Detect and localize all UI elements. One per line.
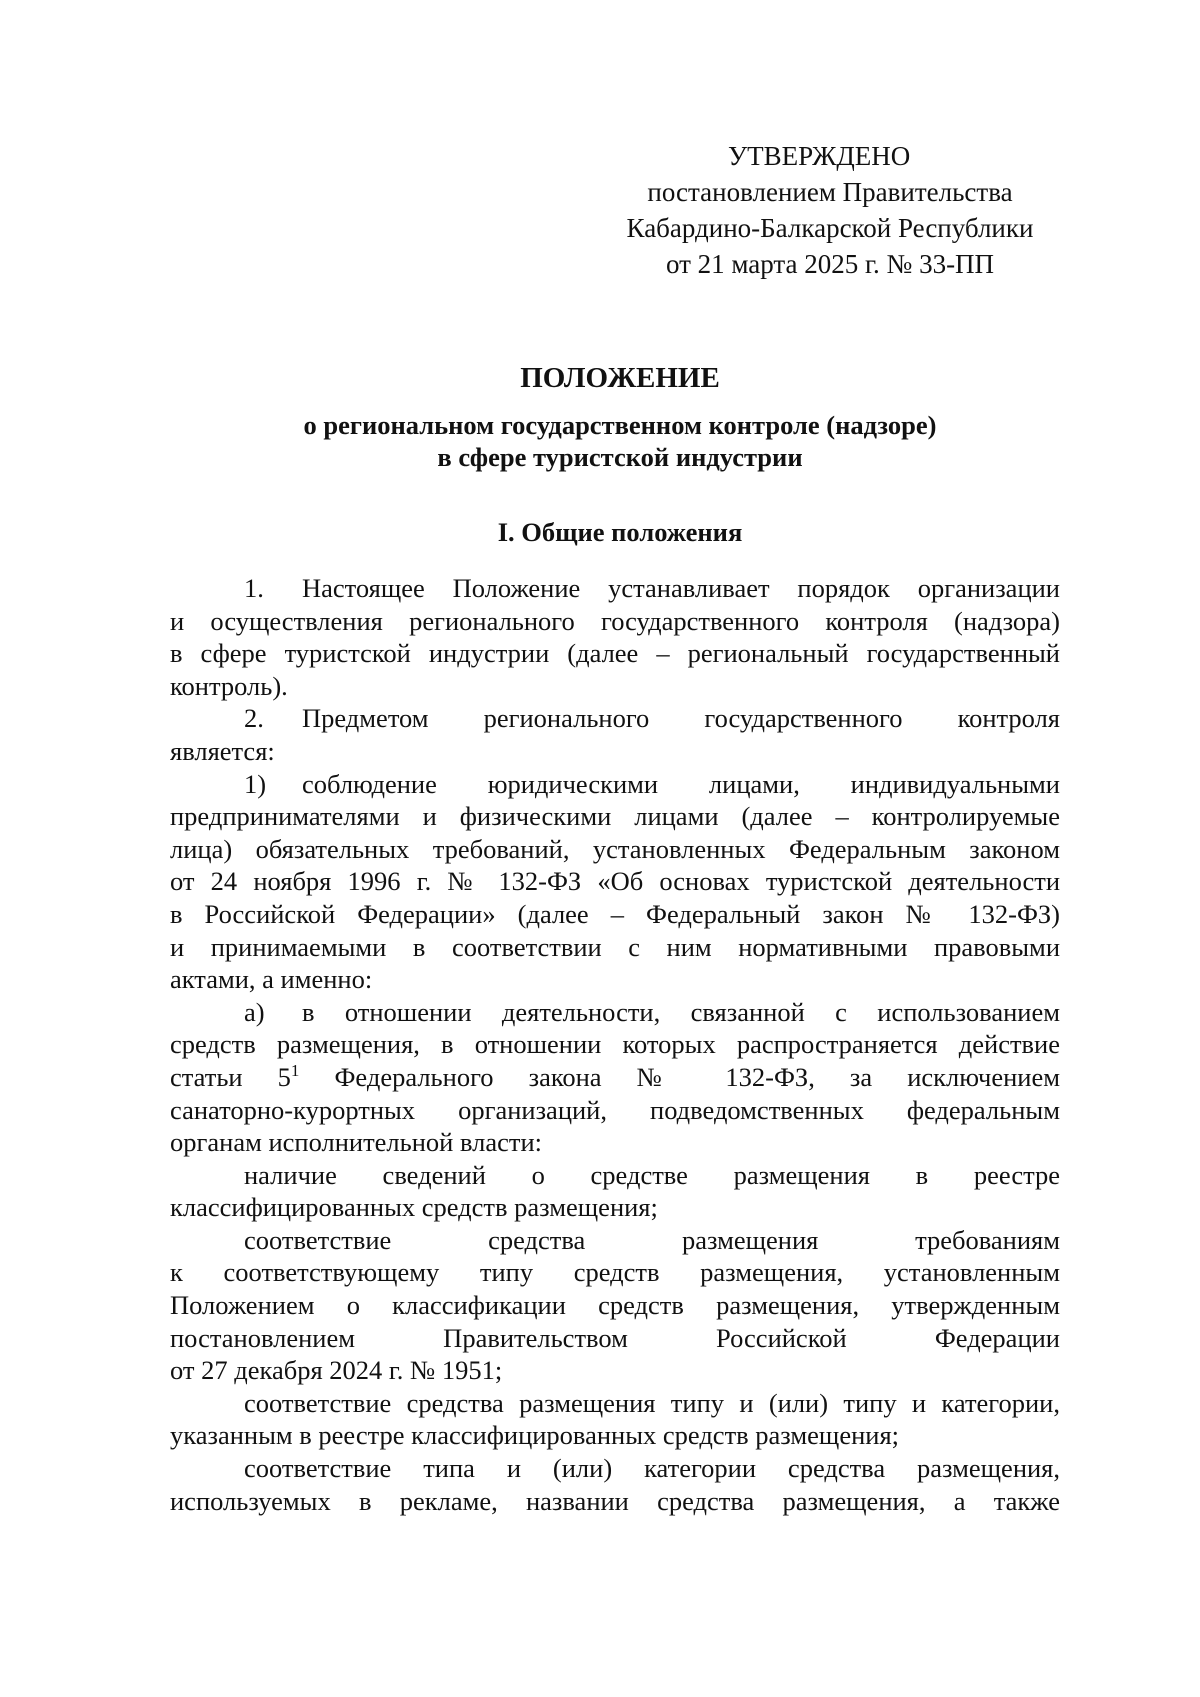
paragraph-1-line-3: в сфере туристской индустрии (далее – региональный государственный [170,638,1060,669]
paragraph-4-number: а) [244,996,265,1027]
paragraph-3-line-2: предпринимателями и физическими лицами (далее – контролируемые [170,801,1060,832]
title-block [170,360,1070,548]
paragraph-6-line-3: Положением о классификации средств размещения, утвержденным [170,1290,1060,1321]
paragraph-4-line-2: средств размещения, в отношении которых распространяется действие [170,1029,1060,1060]
paragraph-3-line-6: и принимаемыми в соответствии с ним нормативными правовыми [170,931,1060,962]
paragraph-3 [170,768,1060,996]
paragraph-6 [170,1224,1060,1387]
article-superscript: 1 [290,1061,300,1081]
paragraph-4-line-1: а) в отношении деятельности, связанной с использованием [244,996,1060,1027]
paragraph-4-line-5: органам исполнительной власти: [170,1127,543,1158]
paragraph-1-line-2: и осуществления регионального государственного контроля (надзора) [170,605,1060,636]
subtitle-line-2: в сфере туристской индустрии [437,442,803,472]
paragraph-8-line-1: соответствие типа и (или) категории средства размещения, [244,1453,1060,1484]
approval-line-1: постановлением Правительства [647,177,1013,207]
paragraph-7-line-1: соответствие средства размещения типу и (или) типу и категории, [244,1387,1060,1418]
paragraph-3-number: 1) [244,768,267,799]
paragraph-1-line-4: контроль). [170,670,288,701]
paragraph-6-line-4: постановлением Правительством Российской Федерации [170,1322,1060,1353]
paragraph-3-line-3: лица) обязательных требований, установленных Федеральным законом [170,833,1060,864]
section-heading: I. Общие положения [497,517,743,547]
paragraph-4-line-3: статьи 5$^1$ Федерального закона № 132-ФЗ, за исключением [170,1061,1061,1092]
paragraph-8-line-2: используемых в рекламе, названии средства размещения, а также [170,1485,1060,1516]
paragraph-3-line-4: от 24 ноября 1996 г. № 132-ФЗ «Об основах туристской деятельности [170,866,1060,897]
paragraph-7 [170,1387,1060,1452]
paragraph-5-line-1: наличие сведений о средстве размещения в реестре [244,1159,1060,1190]
paragraph-1-line-1: 1. Настоящее Положение устанавливает порядок организации [244,573,1060,603]
paragraph-6-line-1: соответствие средства размещения требованиям [244,1224,1060,1255]
paragraph-3-line-5: в Российской Федерации» (далее – Федеральный закон № 132-ФЗ) [170,898,1060,929]
paragraph-6-line-2: к соответствующему типу средств размещения, установленным [170,1257,1060,1288]
approval-stamp-block [580,138,1080,282]
paragraph-1-number: 1. [244,573,264,603]
document-title: ПОЛОЖЕНИЕ [520,362,720,394]
paragraph-4 [170,996,1060,1159]
subtitle-line-1: о региональном государственном контроле (надзоре) [303,410,937,440]
paragraph-1 [170,572,1060,702]
approval-line-3: от 21 марта 2025 г. № 33-ПП [665,249,995,279]
paragraph-3-line-7: актами, а именно: [170,964,373,995]
paragraph-5-line-2: классифицированных средств размещения; [170,1192,658,1223]
paragraph-2 [170,702,1060,767]
paragraph-2-line-1: 2. Предметом регионального государственного контроля [244,703,1060,734]
paragraph-2-line-2: является: [170,735,275,766]
approval-line-2: Кабардино-Балкарской Республики [626,213,1034,243]
paragraph-8 [170,1452,1060,1517]
paragraph-7-line-2: указанным в реестре классифицированных средств размещения; [170,1420,900,1451]
document-body [170,572,1060,1517]
paragraph-5 [170,1159,1060,1224]
document-subtitle [170,409,1070,473]
paragraph-3-line-1: 1) соблюдение юридическими лицами, индивидуальными [244,768,1060,799]
approved-heading: УТВЕРЖДЕНО [728,141,911,171]
paragraph-6-line-5: от 27 декабря 2024 г. № 1951; [170,1355,503,1386]
paragraph-4-line-4: санаторно-курортных организаций, подведомственных федеральным [170,1094,1060,1125]
paragraph-2-number: 2. [244,703,264,734]
